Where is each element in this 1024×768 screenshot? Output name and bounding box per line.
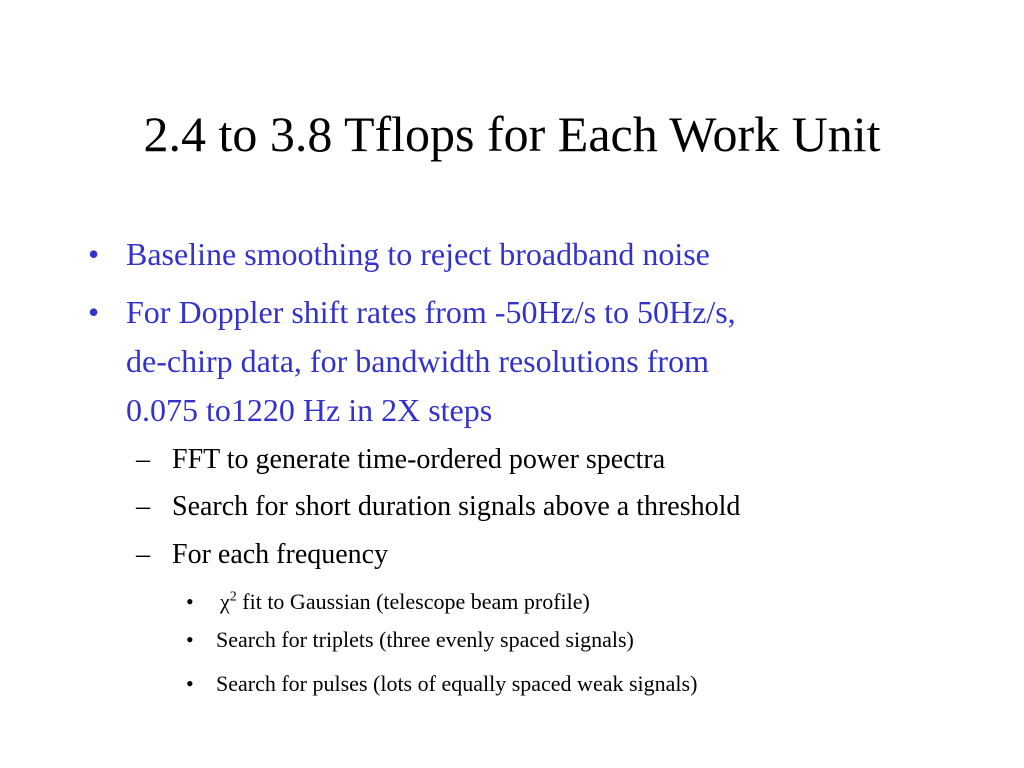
sub-sub-bullet-marker: •: [186, 671, 194, 696]
sub-sub-bullet-text: Search for pulses (lots of equally spaced weak signals): [216, 671, 698, 696]
bullet-text-line: For Doppler shift rates from -50Hz/s to 50Hz/s,: [126, 294, 736, 330]
bullet-text-line: de-chirp data, for bandwidth resolutions from: [126, 343, 709, 379]
sub-sub-bullet-marker: •: [186, 627, 194, 652]
sub-sub-bullet-text: Search for triplets (three evenly spaced signals): [216, 627, 634, 652]
sub-bullet-text: For each frequency: [172, 539, 389, 570]
sub-sub-bullet-marker: •: [186, 589, 194, 614]
sub-bullet-marker: –: [136, 539, 150, 570]
bullet-marker: •: [88, 294, 100, 330]
bullet-text-line: 0.075 to1220 Hz in 2X steps: [126, 392, 493, 428]
superscript: 2: [229, 589, 237, 605]
bullet-marker: •: [88, 236, 100, 272]
sub-bullet-marker: –: [136, 491, 150, 522]
sub-sub-bullet-body: fit to Gaussian (telescope beam profile): [236, 589, 590, 614]
slide-title: 2.4 to 3.8 Tflops for Each Work Unit: [143, 106, 881, 162]
sub-sub-bullet-text: [220, 588, 590, 616]
sub-bullet-text: FFT to generate time-ordered power spectra: [172, 444, 666, 475]
chi-symbol: χ: [220, 589, 230, 614]
bullet-text: Baseline smoothing to reject broadband noise: [126, 236, 710, 272]
sub-bullet-marker: –: [136, 444, 150, 475]
sub-bullet-text: Search for short duration signals above a threshold: [172, 491, 741, 522]
